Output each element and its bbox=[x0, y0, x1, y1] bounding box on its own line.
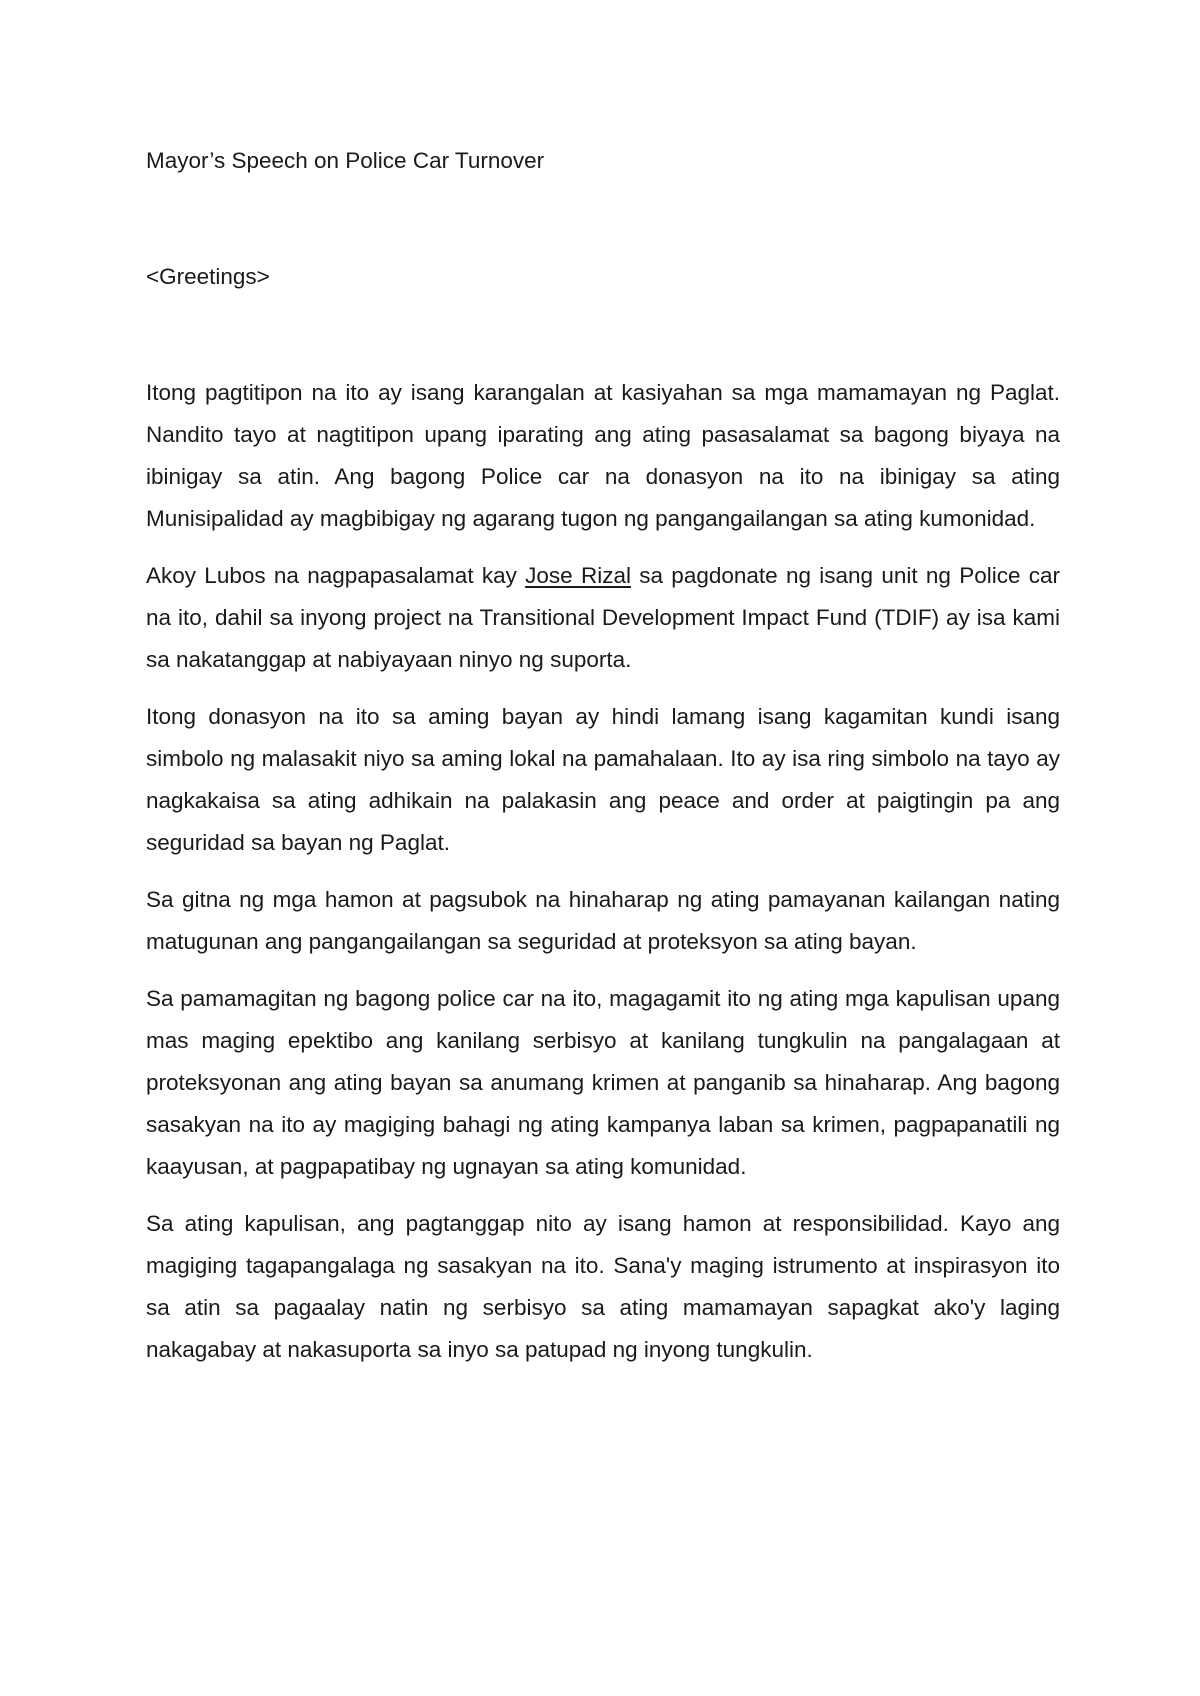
paragraph-challenges: Sa gitna ng mga hamon at pagsubok na hinaharap ng ating pamayanan kailangan nating matugunan ang pangangailangan sa seguridad at proteksyon sa ating bayan. bbox=[146, 887, 1060, 954]
document-page bbox=[146, 140, 1060, 1386]
paragraph-thanks-lead: Akoy Lubos na nagpapasalamat kay bbox=[146, 563, 526, 588]
paragraph-thanks bbox=[146, 555, 1060, 681]
greeting-placeholder: <Greetings> bbox=[146, 264, 270, 289]
paragraph-closing: Sa ating kapulisan, ang pagtanggap nito ay isang hamon at responsibilidad. Kayo ang magiging tagapangalaga ng sasakyan na ito. Sana'y maging istrumento at inspirasyon ito sa atin sa pagaalay natin ng serbisyo sa ating mamamayan sapagkat ako'y laging nakagabay at nakasuporta sa inyo sa patupad ng inyong tungkulin. bbox=[146, 1211, 1060, 1362]
paragraph-opening: Itong pagtitipon na ito ay isang karangalan at kasiyahan sa mga mamamayan ng Paglat. Nandito tayo at nagtitipon upang iparating ang ating pasasalamat sa bagong biyaya na ibinigay sa atin. Ang bagong Police car na donasyon na ito na ibinigay sa ating Munisipalidad ay magbibigay ng agarang tugon ng pangangailangan sa ating kumonidad. bbox=[146, 380, 1060, 531]
paragraph-thanks-rest: sa pagdonate ng isang unit ng Police car na ito, dahil sa inyong project na Transitional Development Impact Fund (TDIF) ay isa kami sa nakatanggap at nabiyayaan ninyo ng suporta. bbox=[146, 563, 1061, 672]
paragraph-symbol: Itong donasyon na ito sa aming bayan ay hindi lamang isang kagamitan kundi isang simbolo ng malasakit niyo sa aming lokal na pamahalaan. Ito ay isa ring simbolo na tayo ay nagkakaisa sa ating adhikain na palakasin ang peace and order at paigtingin pa ang seguridad sa bayan ng Paglat. bbox=[146, 704, 1060, 855]
paragraph-police-car-use: Sa pamamagitan ng bagong police car na ito, magagamit ito ng ating mga kapulisan upang mas maging epektibo ang kanilang serbisyo at kanilang tungkulin na pangalagaan at proteksyonan ang ating bayan sa anumang krimen at panganib sa hinaharap. Ang bagong sasakyan na ito ay magiging bahagi ng ating kampanya laban sa krimen, pagpapanatili ng kaayusan, at pagpapatibay ng ugnayan sa ating komunidad. bbox=[146, 986, 1060, 1179]
document-title: Mayor’s Speech on Police Car Turnover bbox=[146, 148, 545, 173]
speech-body bbox=[146, 372, 1060, 1371]
donor-name-link[interactable]: Jose Rizal bbox=[525, 563, 631, 588]
